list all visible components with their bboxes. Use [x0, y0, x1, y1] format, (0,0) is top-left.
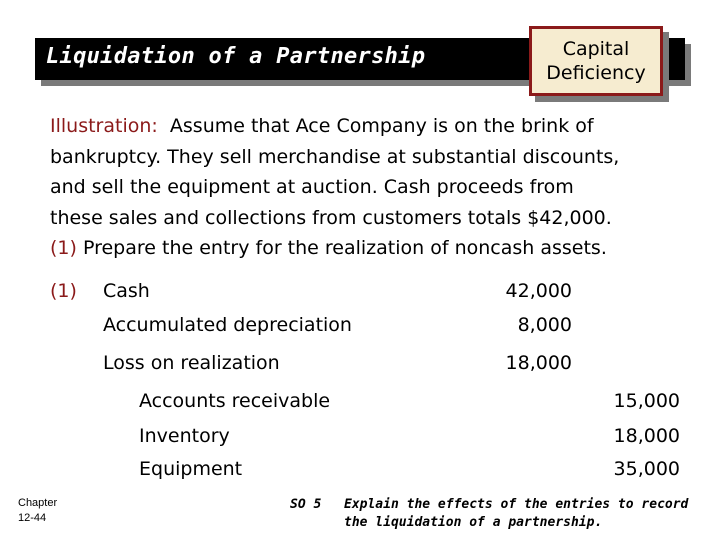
credit-account-receivable: Accounts receivable	[139, 390, 331, 412]
topic-badge	[529, 26, 663, 96]
debit-account-accum-dep: Accumulated depreciation	[103, 314, 352, 336]
so-label: SO 5	[290, 497, 322, 512]
illustration-line-2: bankruptcy. They sell merchandise at substantial discounts,	[50, 145, 620, 168]
debit-amount-loss: 18,000	[505, 352, 572, 374]
illustration-line-5: Prepare the entry for the realization of noncash assets.	[82, 237, 607, 259]
so-line-2: the liquidation of a partnership.	[344, 515, 603, 530]
so-line-1: Explain the effects of the entries to record	[344, 497, 689, 512]
illustration-line-1: Assume that Ace Company is on the brink of	[169, 115, 594, 137]
slide-title: Liquidation of a Partnership	[46, 44, 426, 69]
illustration-line-4: these sales and collections from customers totals $42,000.	[50, 206, 612, 229]
credit-amount-inventory: 18,000	[613, 425, 680, 447]
chapter-label: Chapter	[18, 497, 58, 509]
debit-amount-cash: 42,000	[505, 280, 572, 302]
chapter-reference	[18, 496, 57, 526]
chapter-page: 12-44	[18, 512, 47, 524]
debit-account-cash: Cash	[103, 280, 150, 302]
badge-line-1: Capital	[562, 38, 630, 60]
credit-account-inventory: Inventory	[139, 425, 230, 447]
illustration-paragraph	[50, 111, 690, 264]
credit-account-equipment: Equipment	[139, 458, 243, 480]
step-label: (1)	[50, 237, 77, 259]
debit-amount-accum-dep: 8,000	[517, 314, 572, 336]
illustration-line-3: and sell the equipment at auction. Cash proceeds from	[50, 176, 574, 198]
illustration-label: Illustration:	[50, 115, 158, 137]
entry-marker: (1)	[50, 280, 77, 302]
credit-amount-equipment: 35,000	[613, 458, 680, 480]
credit-amount-receivable: 15,000	[613, 390, 680, 412]
debit-account-loss: Loss on realization	[103, 352, 280, 374]
badge-line-2: Deficiency	[546, 62, 646, 84]
study-objective	[290, 496, 689, 530]
